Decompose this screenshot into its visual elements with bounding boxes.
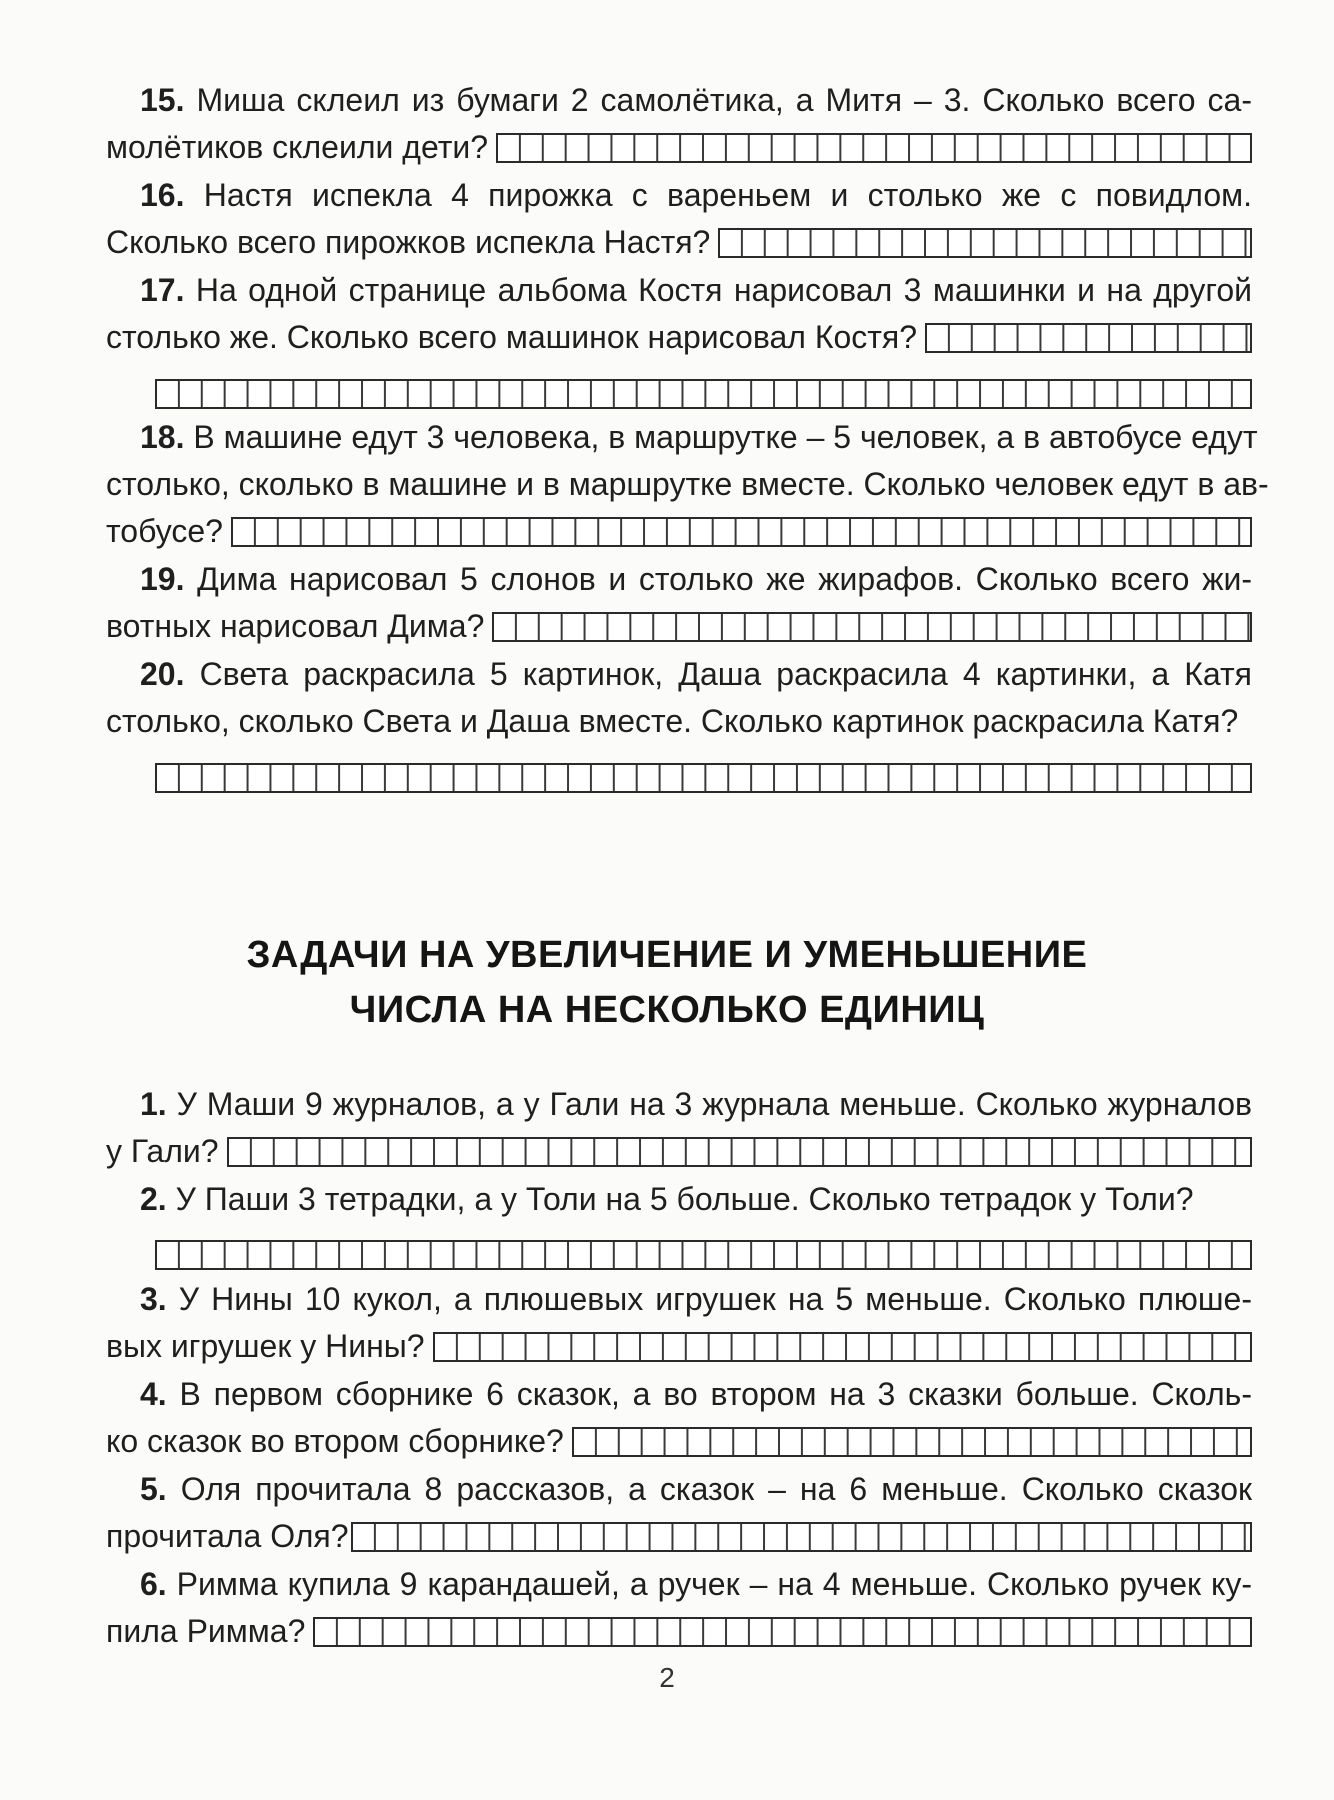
task-text: вых игрушек у Нины? <box>106 1328 425 1364</box>
answer-grid[interactable] <box>433 1332 1252 1362</box>
task-text: Миша склеил из бумаги 2 самолётика, а Митя – 3. Сколько всего са- <box>196 82 1252 118</box>
task-text: У Паши 3 тетрадки, а у Толи на 5 больше. Сколько тетрадок у Толи? <box>175 1181 1194 1217</box>
task-text: столько, сколько Света и Даша вместе. Сколько картинок раскрасила Катя? <box>106 703 1239 739</box>
task-number: 2. <box>140 1181 167 1217</box>
task-text: прочитала Оля? <box>106 1518 349 1554</box>
task-text: Оля прочитала 8 рассказов, а сказок – на 6 меньше. Сколько сказок <box>180 1471 1252 1507</box>
task-text: тобусе? <box>106 513 223 549</box>
task-text: Настя испекла 4 пирожка с вареньем и столько же с повидлом. <box>203 177 1253 213</box>
answer-grid[interactable] <box>231 517 1252 547</box>
answer-grid[interactable] <box>227 1137 1252 1167</box>
task-number: 3. <box>140 1281 167 1317</box>
task-1 <box>106 1081 1252 1175</box>
task-text: молётиков склеили дети? <box>106 129 489 165</box>
answer-grid[interactable] <box>313 1617 1252 1647</box>
task-number: 1. <box>140 1086 167 1122</box>
task-4 <box>106 1371 1252 1465</box>
section-heading: ЧИСЛА НА НЕСКОЛЬКО ЕДИНИЦ <box>349 989 985 1031</box>
task-text: ко сказок во втором сборнике? <box>106 1423 564 1459</box>
task-text: Римма купила 9 карандашей, а ручек – на 4 меньше. Сколько ручек ку- <box>176 1566 1253 1602</box>
task-19 <box>106 556 1252 650</box>
task-17 <box>106 267 1252 361</box>
answer-grid[interactable] <box>155 379 1252 409</box>
task-text: В машине едут 3 человека, в маршрутке – 5 человек, а в автобусе едут <box>193 419 1258 455</box>
task-number: 19. <box>140 561 185 597</box>
task-text: На одной странице альбома Костя нарисовал 3 машинки и на другой <box>195 272 1253 308</box>
task-text: У Маши 9 журналов, а у Гали на 3 журнала меньше. Сколько журналов <box>176 1086 1253 1122</box>
answer-grid[interactable] <box>718 228 1252 258</box>
task-text: Дима нарисовал 5 слонов и столько же жирафов. Сколько всего жи- <box>197 561 1253 597</box>
task-number: 16. <box>140 177 185 213</box>
task-number: 6. <box>140 1566 167 1602</box>
task-5 <box>106 1466 1252 1560</box>
task-number: 18. <box>140 419 185 455</box>
task-15 <box>106 77 1252 171</box>
answer-grid[interactable] <box>572 1427 1252 1457</box>
task-text: В первом сборнике 6 сказок, а во втором на 3 сказки больше. Сколь- <box>179 1376 1253 1412</box>
task-text: у Гали? <box>106 1133 219 1169</box>
task-number: 5. <box>140 1471 167 1507</box>
page-number: 2 <box>659 1662 675 1693</box>
answer-grid[interactable] <box>496 133 1252 163</box>
task-16 <box>106 172 1252 266</box>
answer-grid[interactable] <box>925 323 1252 353</box>
answer-grid[interactable] <box>155 763 1252 793</box>
answer-grid[interactable] <box>351 1522 1252 1552</box>
answer-grid[interactable] <box>492 612 1252 642</box>
task-text: столько, сколько в машине и в маршрутке вместе. Сколько человек едут в ав- <box>106 466 1269 502</box>
task-2 <box>106 1176 1252 1223</box>
task-text: пила Римма? <box>106 1613 306 1649</box>
task-text: Сколько всего пирожков испекла Настя? <box>106 224 711 260</box>
task-20 <box>106 651 1252 745</box>
task-6 <box>106 1561 1252 1655</box>
task-text: вотных нарисовал Дима? <box>106 608 485 644</box>
answer-grid[interactable] <box>155 1240 1252 1270</box>
section-heading: ЗАДАЧИ НА УВЕЛИЧЕНИЕ И УМЕНЬШЕНИЕ <box>246 934 1088 976</box>
task-number: 20. <box>140 656 185 692</box>
task-text: У Нины 10 кукол, а плюшевых игрушек на 5 меньше. Сколько плюше- <box>178 1281 1253 1317</box>
task-number: 4. <box>140 1376 167 1412</box>
task-text: столько же. Сколько всего машинок нарисовал Костя? <box>106 319 918 355</box>
task-3 <box>106 1276 1252 1370</box>
task-18 <box>106 414 1269 555</box>
task-number: 15. <box>140 82 185 118</box>
task-text: Света раскрасила 5 картинок, Даша раскрасила 4 картинки, а Катя <box>199 656 1252 692</box>
task-number: 17. <box>140 272 185 308</box>
